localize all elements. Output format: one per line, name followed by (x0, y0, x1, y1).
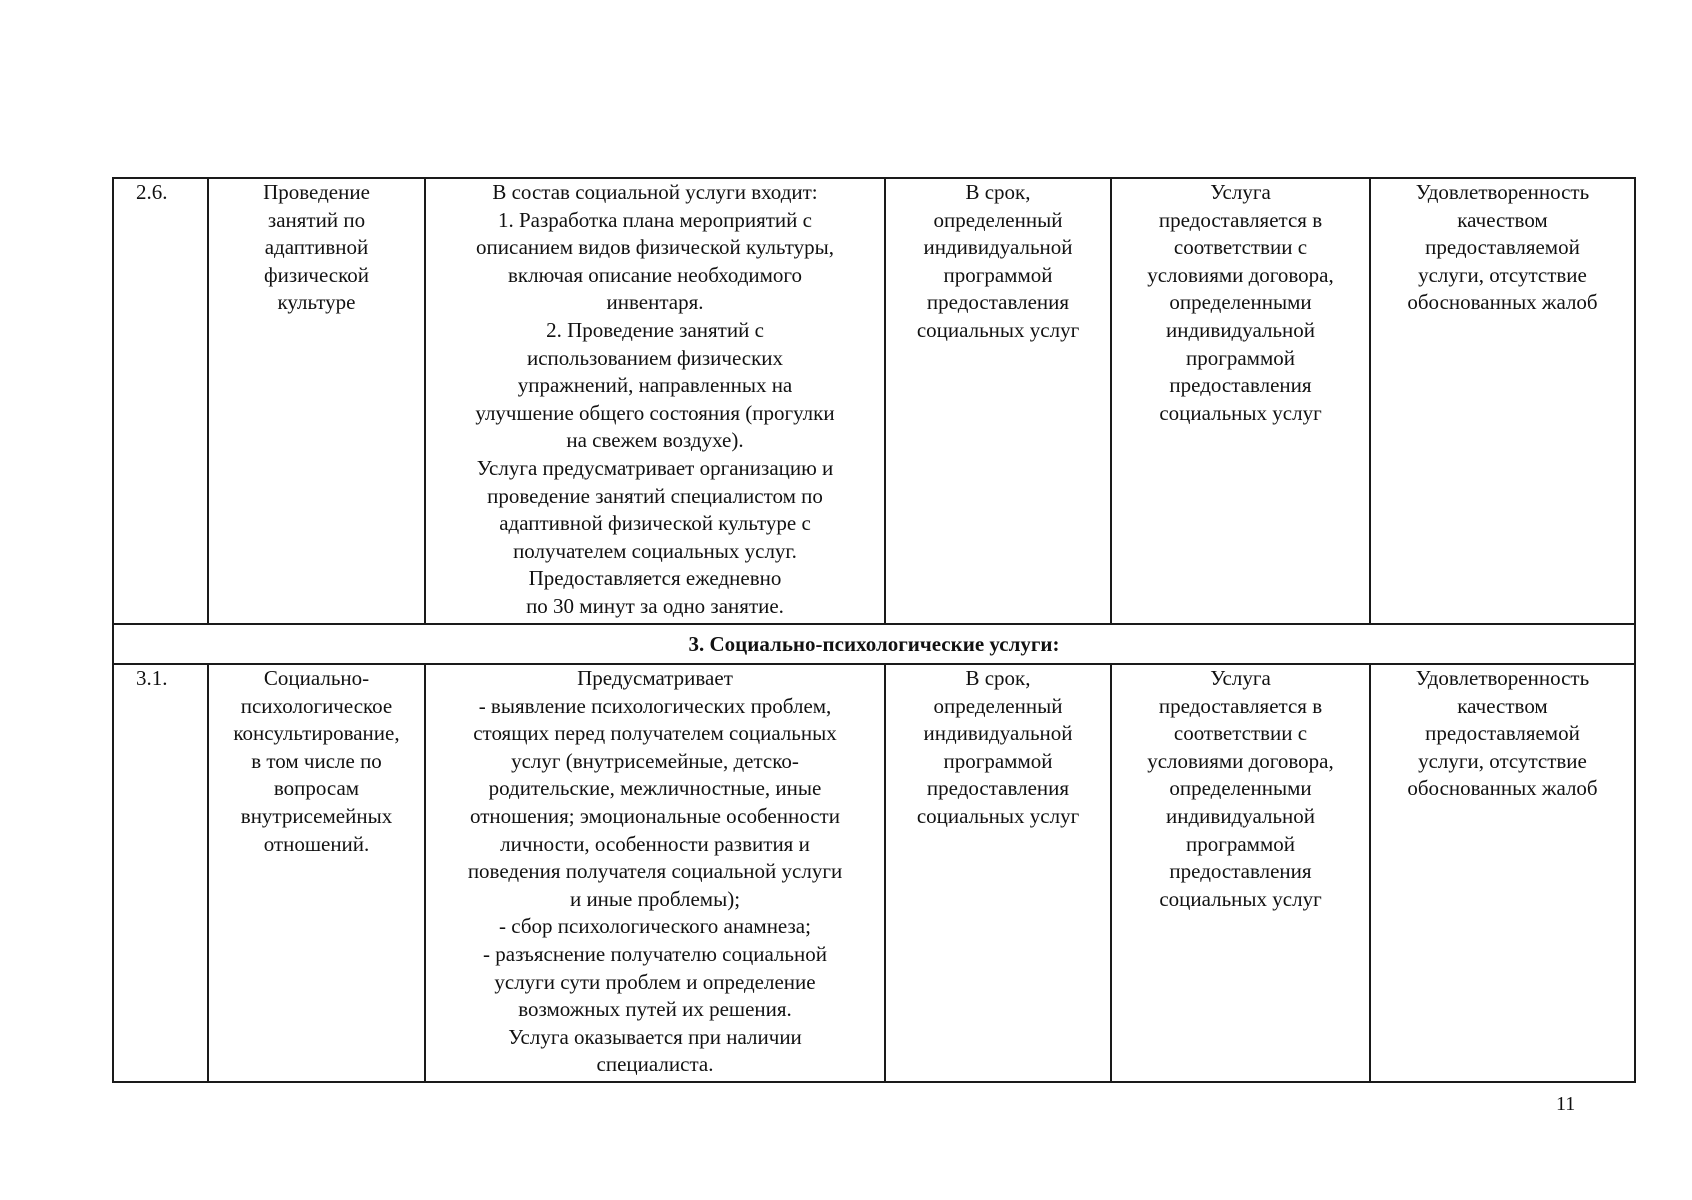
service-conditions-line: социальных услуг (1159, 886, 1322, 911)
service-term-line: программой (943, 262, 1053, 287)
service-description-line: включая описание необходимого (507, 262, 803, 287)
service-conditions-line: предоставления (1169, 373, 1312, 398)
service-conditions-cell (1111, 664, 1370, 1082)
service-term-line: определенный (933, 207, 1063, 232)
service-description-line: стоящих перед получателем социальных (473, 721, 837, 746)
service-name-line: адаптивной (264, 235, 369, 260)
service-description-cell (425, 664, 885, 1082)
service-conditions-line: индивидуальной (1166, 317, 1315, 342)
service-quality-line: услуги, отсутствие (1418, 748, 1587, 773)
service-term-line: социальных услуг (916, 317, 1080, 342)
service-term-line: индивидуальной (923, 235, 1073, 260)
service-conditions-line: предоставляется в (1158, 207, 1323, 232)
service-description-line: использованием физических (526, 345, 784, 370)
service-description-line: проведение занятий специалистом по (487, 483, 823, 508)
service-number-cell (113, 664, 208, 1082)
service-name-line: Социально- (263, 666, 370, 690)
service-number: 2.6. (136, 180, 168, 204)
service-term-line: В срок, (965, 180, 1031, 204)
service-conditions-line: соответствии с (1173, 235, 1308, 260)
service-conditions-line: условиями договора, (1147, 748, 1334, 773)
service-description-line: инвентаря. (606, 290, 704, 315)
service-description-line: адаптивной физической культуре с (499, 511, 811, 536)
service-term-cell (885, 178, 1111, 624)
service-description-line: Услуга предусматривает организацию и (476, 455, 834, 480)
service-description-line: возможных путей их решения. (518, 997, 792, 1022)
service-description-line: по 30 минут за одно занятие. (526, 593, 784, 618)
service-quality-line: обоснованных жалоб (1407, 290, 1598, 315)
service-conditions-line: программой (1186, 345, 1295, 370)
service-quality-cell (1370, 664, 1635, 1082)
section-heading: 3. Социально-психологические услуги: (688, 632, 1060, 656)
service-term-line: индивидуальной (923, 721, 1073, 746)
service-conditions-cell (1111, 178, 1370, 624)
service-name-line: физической (264, 262, 369, 287)
service-conditions-line: Услуга (1210, 666, 1271, 690)
service-description-line: Услуга оказывается при наличии (508, 1024, 802, 1049)
service-term-line: определенный (933, 693, 1063, 718)
service-quality-line: качеством (1457, 693, 1548, 718)
service-description-line: упражнений, направленных на (517, 373, 793, 398)
service-term-line: В срок, (965, 666, 1031, 690)
service-quality-line: качеством (1457, 207, 1548, 232)
service-name-line: культуре (277, 290, 356, 315)
service-quality-line: обоснованных жалоб (1407, 776, 1598, 801)
service-description-line: на свежем воздухе). (566, 428, 744, 453)
service-term-line: программой (943, 748, 1053, 773)
service-conditions-line: определенными (1169, 776, 1312, 801)
service-conditions-line: социальных услуг (1159, 400, 1322, 425)
service-number-cell (113, 178, 208, 624)
service-term-line: предоставления (926, 776, 1070, 801)
service-description-line: отношения; эмоциональные особенности (470, 803, 840, 828)
service-conditions-line: определенными (1169, 290, 1312, 315)
service-quality-cell (1370, 178, 1635, 624)
service-name-line: занятий по (267, 207, 366, 232)
service-name-line: консультирование, (233, 721, 400, 746)
service-description-line: получателем социальных услуг. (513, 538, 797, 563)
service-description-line: 1. Разработка плана мероприятий с (498, 207, 812, 232)
service-conditions-line: Услуга (1210, 180, 1271, 204)
service-description-line: поведения получателя социальной услуги (467, 859, 843, 884)
service-description-line: 2. Проведение занятий с (546, 317, 764, 342)
service-conditions-line: соответствии с (1173, 721, 1308, 746)
service-term-line: социальных услуг (916, 803, 1080, 828)
service-name-line: психологическое (240, 693, 393, 718)
service-name-cell (208, 664, 425, 1082)
table-row-2-6 (113, 178, 1635, 624)
service-conditions-line: индивидуальной (1166, 803, 1315, 828)
table-row-section-3 (113, 624, 1635, 664)
service-description-line: личности, особенности развития и (500, 831, 810, 856)
service-quality-line: предоставляемой (1425, 235, 1580, 260)
service-description-line: Предоставляется ежедневно (528, 566, 782, 591)
service-name-cell (208, 178, 425, 624)
service-description-line: В состав социальной услуги входит: (492, 180, 818, 204)
service-description-line: - разъяснение получателю социальной (483, 941, 827, 966)
service-quality-line: услуги, отсутствие (1418, 262, 1587, 287)
service-conditions-line: предоставления (1169, 859, 1312, 884)
service-quality-line: Удовлетворенность (1415, 180, 1590, 204)
service-conditions-line: условиями договора, (1147, 262, 1334, 287)
section-heading-cell (113, 624, 1635, 664)
service-description-line: родительские, межличностные, иные (488, 776, 822, 801)
service-term-line: предоставления (926, 290, 1070, 315)
service-name-line: внутрисемейных (240, 803, 393, 828)
service-number: 3.1. (136, 666, 168, 690)
service-description-line: услуг (внутрисемейные, детско- (511, 748, 799, 773)
table-row-3-1 (113, 664, 1635, 1082)
service-description-line: улучшение общего состояния (прогулки (475, 400, 835, 425)
service-name-line: отношений. (263, 831, 370, 856)
service-conditions-line: предоставляется в (1158, 693, 1323, 718)
service-name-line: Проведение (263, 180, 370, 204)
service-quality-line: предоставляемой (1425, 721, 1580, 746)
service-quality-line: Удовлетворенность (1415, 666, 1590, 690)
service-description-line: услуги сути проблем и определение (494, 969, 816, 994)
service-name-line: в том числе по (251, 748, 382, 773)
service-description-line: - сбор психологического анамнеза; (499, 914, 811, 939)
service-description-line: и иные проблемы); (569, 886, 741, 911)
services-table (112, 177, 1636, 1083)
service-name-line: вопросам (273, 776, 360, 801)
service-term-cell (885, 664, 1111, 1082)
page-number: 11 (1556, 1093, 1576, 1115)
service-description-line: специалиста. (596, 1052, 714, 1077)
service-description-line: Предусматривает (577, 666, 733, 690)
service-description-line: описанием видов физической культуры, (476, 235, 834, 260)
service-conditions-line: программой (1186, 831, 1295, 856)
service-description-cell (425, 178, 885, 624)
service-description-line: - выявление психологических проблем, (478, 693, 832, 718)
